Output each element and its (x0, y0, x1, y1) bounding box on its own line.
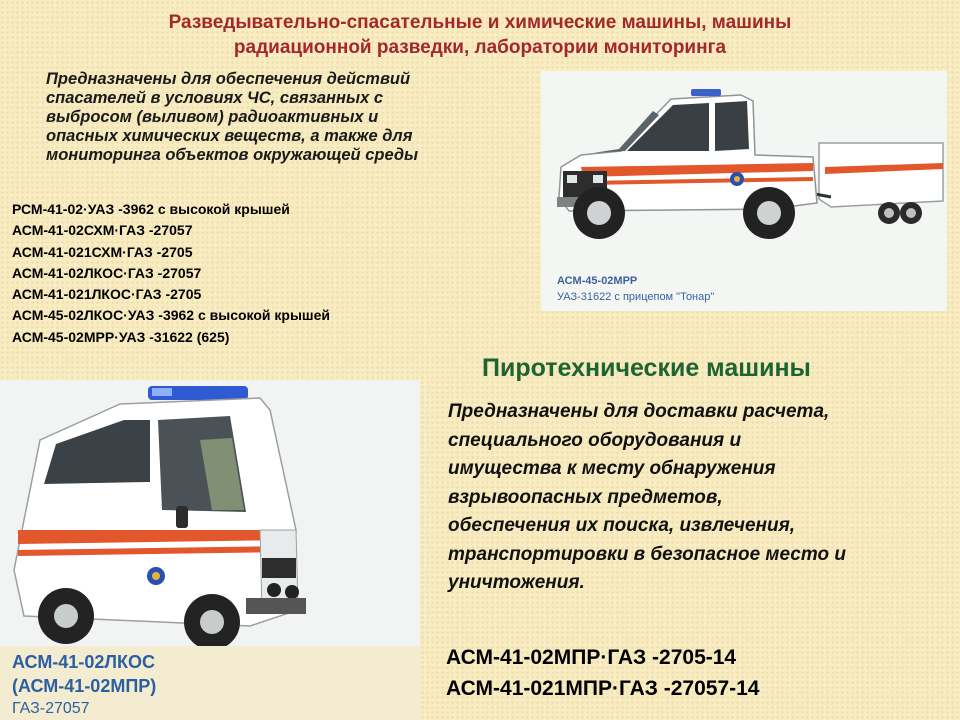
gaz-caption-alt-model: (АСМ-41-02МПР) (12, 676, 157, 696)
intro-line: спасателей в условиях ЧС, связанных с (46, 89, 384, 107)
model-item: АСМ-41-02ЛКОС·ГАЗ -27057 (12, 264, 202, 281)
intro-line: опасных химических веществ, а также для (46, 127, 413, 145)
intro-line: выбросом (выливом) радиоактивных и (46, 108, 379, 126)
pyro-desc-line: уничтожения. (448, 572, 585, 593)
pyro-model-item: АСМ-41-021МПР·ГАЗ -27057-14 (446, 677, 760, 700)
gaz-caption-chassis: ГАЗ-27057 (12, 700, 90, 717)
model-item: АСМ-41-021ЛКОС·ГАЗ -2705 (12, 286, 202, 303)
pyro-desc-line: имущества к месту обнаружения (448, 458, 776, 479)
intro-line: мониторинга объектов окружающей среды (46, 146, 419, 164)
uaz-caption-model: АСМ-45-02МРР (557, 275, 638, 287)
pyro-model-item: АСМ-41-02МПР·ГАЗ -2705-14 (446, 646, 737, 669)
slide-title-line: радиационной разведки, лаборатории мониторинга (233, 37, 727, 58)
uaz-caption-desc: УАЗ-31622 с прицепом "Тонар" (557, 291, 715, 303)
model-item: АСМ-41-02СХМ·ГАЗ -27057 (12, 222, 193, 239)
model-list (12, 199, 330, 348)
slide-title-line: Разведывательно-спасательные и химические машины, машины (168, 12, 792, 33)
gaz-vehicle-photo (0, 380, 420, 720)
uaz-vehicle-photo (541, 71, 947, 311)
model-item: АСМ-45-02МРР·УАЗ -31622 (625) (12, 328, 230, 345)
model-item: АСМ-41-021СХМ·ГАЗ -2705 (12, 243, 193, 260)
pyro-description (448, 398, 948, 598)
gaz-caption-model: АСМ-41-02ЛКОС (12, 652, 155, 672)
slide-title (60, 10, 900, 60)
pyro-desc-line: Предназначены для доставки расчета, (448, 401, 830, 422)
pyro-model-list (446, 642, 759, 704)
pyro-desc-line: специального оборудования и (448, 429, 742, 451)
pyro-desc-line: транспортировки в безопасное место и (448, 543, 846, 565)
pyro-desc-line: взрывоопасных предметов, (448, 486, 723, 508)
intro-line: Предназначены для обеспечения действий (46, 70, 411, 88)
section-title-pyrotechnic: Пиротехнические машины (482, 354, 811, 382)
model-item: РСМ-41-02·УАЗ -3962 с высокой крышей (12, 201, 290, 217)
pyro-desc-line: обеспечения их поиска, извлечения, (448, 515, 796, 536)
intro-paragraph (46, 70, 532, 165)
model-item: АСМ-45-02ЛКОС·УАЗ -3962 с высокой крышей (12, 307, 330, 324)
